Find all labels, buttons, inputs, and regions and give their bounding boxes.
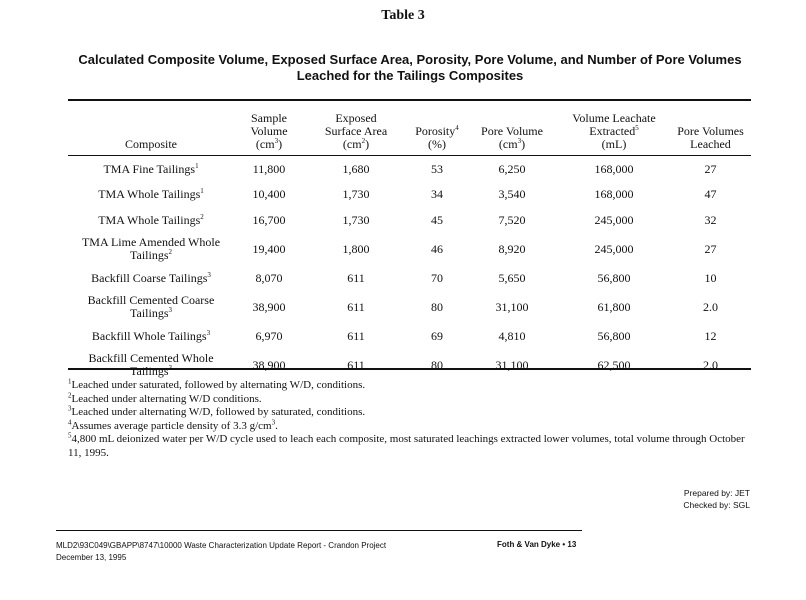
cell-surface-area: 1,680 bbox=[342, 161, 370, 176]
cell-pore-volumes-leached: 2.0 bbox=[703, 299, 718, 314]
checked-by: Checked by: SGL bbox=[683, 500, 750, 510]
footnote-ref: 3 bbox=[207, 270, 211, 279]
footnote-number: 4 bbox=[68, 417, 72, 426]
cell-porosity: 34 bbox=[431, 186, 443, 201]
cell-pore-volumes-leached: 32 bbox=[704, 212, 717, 227]
footnote-text: 4,800 mL deionized water per W/D cycle used to leach each composite, most saturated leachings extracted lower volumes, total volume through October 11, 1995. bbox=[68, 433, 745, 459]
header-line: Composite bbox=[124, 137, 177, 151]
cell-leachate: 61,800 bbox=[597, 299, 631, 314]
composite-name: TMA Fine Tailings bbox=[103, 161, 196, 176]
header-line: ) bbox=[278, 137, 283, 151]
table-body bbox=[68, 155, 751, 381]
table-title: Table 3 bbox=[381, 8, 425, 23]
table-row bbox=[68, 207, 751, 233]
composite-name: Backfill Coarse Tailings bbox=[91, 270, 208, 285]
composite-name: TMA Whole Tailings bbox=[98, 212, 201, 227]
footnote-number: 3 bbox=[68, 404, 72, 413]
header-row bbox=[68, 101, 751, 155]
cell-sample-volume: 8,070 bbox=[255, 270, 283, 285]
cell-porosity: 70 bbox=[431, 270, 443, 285]
cell-pore-volume: 31,100 bbox=[495, 299, 529, 314]
footnote-text: Leached under alternating W/D conditions. bbox=[71, 392, 262, 405]
header-line: (cm bbox=[342, 137, 362, 151]
cell-surface-area: 611 bbox=[347, 299, 365, 314]
composite-name: TMA Whole Tailings bbox=[98, 186, 201, 201]
footnote bbox=[68, 406, 758, 420]
header-line: (mL) bbox=[601, 137, 627, 151]
table-row bbox=[68, 349, 751, 381]
table-row bbox=[68, 233, 751, 265]
footnote-ref: 1 bbox=[200, 186, 204, 195]
table-row bbox=[68, 181, 751, 207]
cell-porosity: 80 bbox=[431, 357, 443, 372]
cell-surface-area: 611 bbox=[347, 357, 365, 372]
footnotes bbox=[68, 379, 758, 460]
cell-pore-volume: 31,100 bbox=[495, 357, 529, 372]
footnote-text: Assumes average particle density of 3.3 g/cm bbox=[71, 419, 272, 432]
header-line: Pore Volumes bbox=[677, 124, 744, 138]
cell-sample-volume: 6,970 bbox=[255, 328, 283, 343]
footnote bbox=[68, 390, 758, 407]
footnote bbox=[68, 379, 758, 393]
header-line: ) bbox=[365, 137, 370, 151]
header-line: ) bbox=[521, 137, 526, 151]
footer-left bbox=[56, 540, 386, 564]
cell-sample-volume: 38,900 bbox=[252, 357, 286, 372]
unit-exponent: 2 bbox=[361, 137, 366, 145]
cell-pore-volume: 3,540 bbox=[498, 186, 526, 201]
header-line: Porosity bbox=[415, 124, 456, 138]
cell-sample-volume: 38,900 bbox=[252, 299, 286, 314]
cell-pore-volumes-leached: 27 bbox=[704, 161, 717, 176]
composite-name: Tailings bbox=[130, 248, 169, 262]
footnote-ref: 3 bbox=[168, 306, 172, 314]
cell-pore-volumes-leached: 2.0 bbox=[703, 357, 718, 372]
composite-cell bbox=[68, 233, 234, 265]
footnote-number: 1 bbox=[68, 377, 72, 386]
header-line: Pore Volume bbox=[481, 124, 543, 138]
footnote bbox=[68, 433, 758, 460]
composite-cell bbox=[68, 349, 234, 381]
cell-leachate: 56,800 bbox=[597, 328, 631, 343]
cell-pore-volume: 8,920 bbox=[498, 241, 526, 256]
composite-cell bbox=[68, 181, 234, 207]
cell-pore-volumes-leached: 47 bbox=[704, 186, 717, 201]
cell-surface-area: 1,730 bbox=[342, 212, 370, 227]
table-row bbox=[68, 291, 751, 323]
table-row bbox=[68, 155, 751, 181]
column-header bbox=[408, 101, 466, 155]
cell-sample-volume: 10,400 bbox=[252, 186, 286, 201]
footer-rule bbox=[56, 530, 582, 531]
header-line: Volume bbox=[250, 124, 288, 138]
footnote-ref: 3 bbox=[206, 328, 211, 337]
footnote-number: 5 bbox=[68, 431, 72, 440]
footnote-text: Leached under alternating W/D, followed by saturated, conditions. bbox=[71, 406, 366, 418]
cell-sample-volume: 11,800 bbox=[252, 161, 286, 176]
footnote-text: . bbox=[275, 419, 278, 432]
footnote-ref: 3 bbox=[168, 364, 172, 372]
column-header bbox=[670, 101, 751, 155]
column-header bbox=[466, 101, 558, 155]
footnote-ref: 2 bbox=[168, 248, 172, 256]
footnote-ref: 2 bbox=[200, 212, 204, 221]
footnote-ref: 1 bbox=[195, 161, 199, 170]
cell-porosity: 45 bbox=[431, 212, 443, 227]
cell-porosity: 69 bbox=[431, 328, 443, 343]
composite-cell bbox=[68, 291, 234, 323]
cell-porosity: 46 bbox=[431, 241, 443, 256]
composite-cell bbox=[68, 155, 234, 181]
footnote-ref: 4 bbox=[455, 124, 459, 132]
composite-cell bbox=[68, 207, 234, 233]
cell-porosity: 80 bbox=[431, 299, 443, 314]
cell-pore-volumes-leached: 10 bbox=[704, 270, 717, 285]
table-row bbox=[68, 265, 751, 291]
header-line: Leached bbox=[690, 137, 731, 151]
cell-leachate: 245,000 bbox=[594, 212, 634, 227]
unit-exponent: 3 bbox=[274, 137, 279, 145]
unit-exponent: 3 bbox=[271, 417, 276, 426]
cell-pore-volumes-leached: 27 bbox=[704, 241, 717, 256]
header-line: (cm bbox=[255, 137, 275, 151]
footer-date: December 13, 1995 bbox=[56, 553, 127, 562]
data-table bbox=[68, 101, 751, 381]
cell-surface-area: 611 bbox=[347, 270, 365, 285]
composite-name: TMA Lime Amended Whole bbox=[81, 235, 221, 249]
cell-surface-area: 1,800 bbox=[342, 241, 370, 256]
footnote-ref: 5 bbox=[635, 124, 639, 132]
footnote bbox=[68, 417, 758, 434]
header-line: Volume Leachate bbox=[572, 111, 656, 125]
footer-path: MLD2\93C049\GBAPP\8747\10000 Waste Characterization Update Report - Crandon Project bbox=[56, 541, 387, 550]
composite-name: Tailings bbox=[130, 364, 169, 378]
composite-name: Tailings bbox=[130, 306, 169, 320]
table-row bbox=[68, 323, 751, 349]
composite-name: Backfill Cemented Coarse bbox=[87, 293, 215, 307]
column-header bbox=[304, 101, 408, 155]
cell-pore-volume: 6,250 bbox=[498, 161, 526, 176]
cell-leachate: 56,800 bbox=[597, 270, 631, 285]
column-header bbox=[234, 101, 304, 155]
composite-name: Backfill Whole Tailings bbox=[91, 328, 207, 343]
header-line: Surface Area bbox=[324, 124, 388, 138]
composite-cell bbox=[68, 265, 234, 291]
signoff bbox=[683, 487, 750, 511]
cell-sample-volume: 19,400 bbox=[252, 241, 286, 256]
cell-surface-area: 611 bbox=[347, 328, 365, 343]
cell-pore-volume: 4,810 bbox=[498, 328, 526, 343]
cell-pore-volumes-leached: 12 bbox=[704, 328, 717, 343]
cell-leachate: 62,500 bbox=[597, 357, 631, 372]
cell-leachate: 168,000 bbox=[594, 161, 634, 176]
column-header bbox=[558, 101, 670, 155]
cell-pore-volume: 5,650 bbox=[498, 270, 526, 285]
footer-page: Foth & Van Dyke • 13 bbox=[497, 540, 577, 549]
column-header bbox=[68, 101, 234, 155]
composite-name: Backfill Cemented Whole bbox=[88, 351, 214, 365]
cell-surface-area: 1,730 bbox=[342, 186, 370, 201]
footnote-number: 2 bbox=[68, 390, 72, 399]
header-line: Sample bbox=[251, 111, 287, 125]
prepared-by: Prepared by: JET bbox=[683, 488, 750, 498]
table-caption: Calculated Composite Volume, Exposed Surface Area, Porosity, Pore Volume, and Number of Pore Volumes Leached for the Tailings Composites bbox=[78, 52, 742, 83]
cell-sample-volume: 16,700 bbox=[252, 212, 286, 227]
unit-exponent: 3 bbox=[517, 137, 522, 145]
header-line: Exposed bbox=[335, 111, 377, 125]
header-line: Extracted bbox=[589, 124, 636, 138]
cell-leachate: 245,000 bbox=[594, 241, 634, 256]
composite-cell bbox=[68, 323, 234, 349]
cell-leachate: 168,000 bbox=[594, 186, 634, 201]
header-line: (cm bbox=[498, 137, 518, 151]
header-line: (%) bbox=[428, 137, 446, 151]
cell-pore-volume: 7,520 bbox=[498, 212, 526, 227]
footnote-text: Leached under saturated, followed by alternating W/D, conditions. bbox=[71, 379, 366, 391]
cell-porosity: 53 bbox=[431, 161, 443, 176]
